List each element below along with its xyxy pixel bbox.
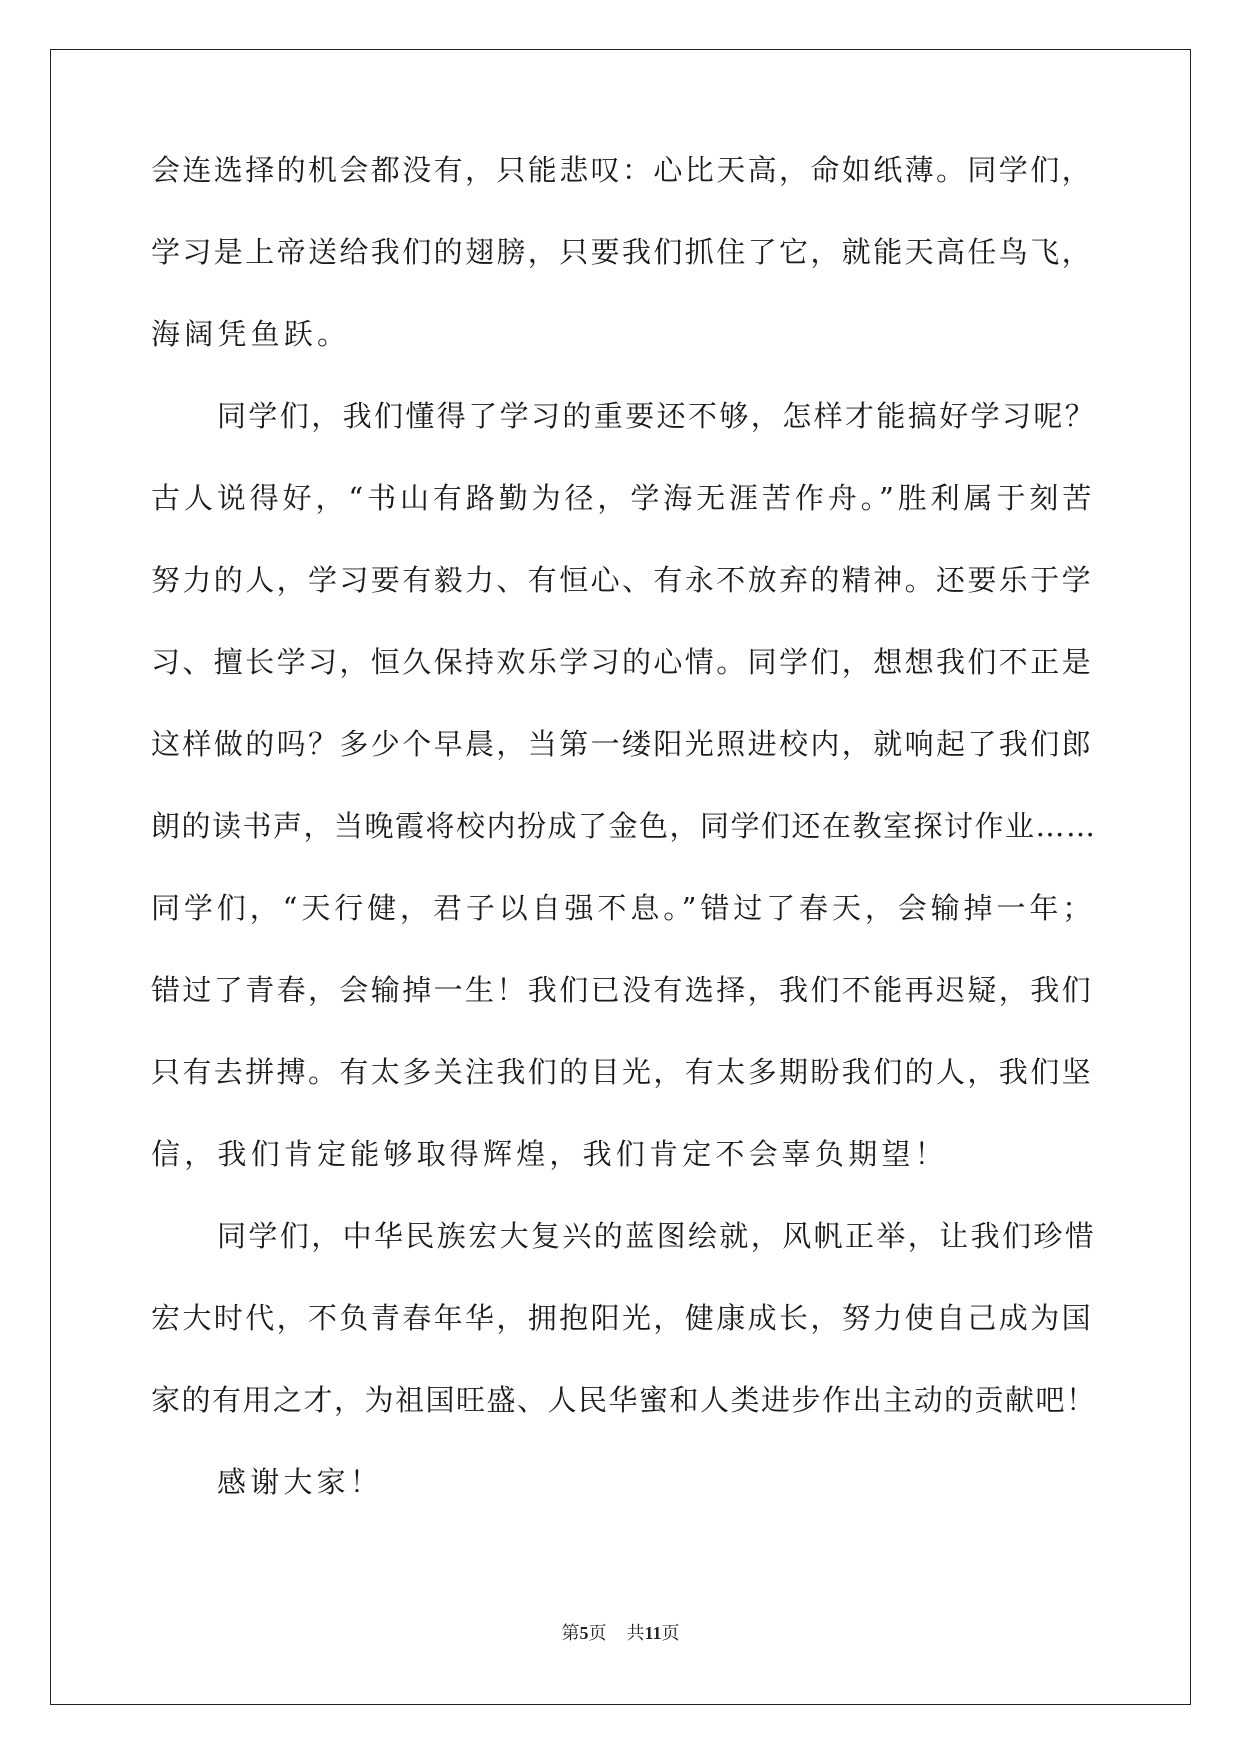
text-line: 家的有用之才，为祖国旺盛、人民华蜜和人类进步作出主动的贡献吧！ — [151, 1383, 1097, 1417]
page-footer — [0, 1620, 1241, 1647]
text-line: 错过了青春，会输掉一生！我们已没有选择，我们不能再迟疑，我们 — [151, 973, 1094, 1007]
text-line: 这样做的吗？多少个早晨，当第一缕阳光照进校内，就响起了我们郎 — [151, 727, 1094, 761]
page-label-suffix: 页 — [588, 1623, 607, 1644]
text-line: 古人说得好，“书山有路勤为径，学海无涯苦作舟。”胜利属于刻苦 — [151, 481, 1096, 515]
text-line: 努力的人，学习要有毅力、有恒心、有永不放弃的精神。还要乐于学 — [151, 563, 1094, 597]
text-line: 海阔凭鱼跃。 — [151, 317, 351, 351]
total-label-suffix: 页 — [661, 1623, 680, 1644]
total-pages: 11 — [644, 1623, 662, 1643]
text-line: 同学们，“天行健，君子以自强不息。”错过了春天，会输掉一年； — [151, 891, 1096, 925]
total-label-prefix: 共 — [626, 1623, 645, 1644]
text-line: 信，我们肯定能够取得辉煌，我们肯定不会辜负期望！ — [151, 1137, 948, 1171]
text-line: 习、擅长学习，恒久保持欢乐学习的心情。同学们，想想我们不正是 — [151, 645, 1094, 679]
text-line: 同学们，我们懂得了学习的重要还不够，怎样才能搞好学习呢？ — [217, 399, 1097, 433]
text-line: 会连选择的机会都没有，只能悲叹：心比天高，命如纸薄。同学们， — [151, 153, 1094, 187]
document-body — [151, 150, 1099, 1544]
text-line: 宏大时代，不负青春年华，拥抱阳光，健康成长，努力使自己成为国 — [151, 1301, 1094, 1335]
page-label-prefix: 第 — [561, 1623, 580, 1644]
text-line: 朗的读书声，当晚霞将校内扮成了金色，同学们还在教室探讨作业…… — [151, 809, 1097, 843]
text-line: 学习是上帝送给我们的翅膀，只要我们抓住了它，就能天高任鸟飞， — [151, 235, 1094, 269]
page-number: 5 — [579, 1623, 589, 1643]
text-line: 感谢大家！ — [217, 1465, 384, 1499]
text-line: 只有去拼搏。有太多关注我们的目光，有太多期盼我们的人，我们坚 — [151, 1055, 1094, 1089]
text-line: 同学们，中华民族宏大复兴的蓝图绘就，风帆正举，让我们珍惜 — [217, 1219, 1097, 1253]
